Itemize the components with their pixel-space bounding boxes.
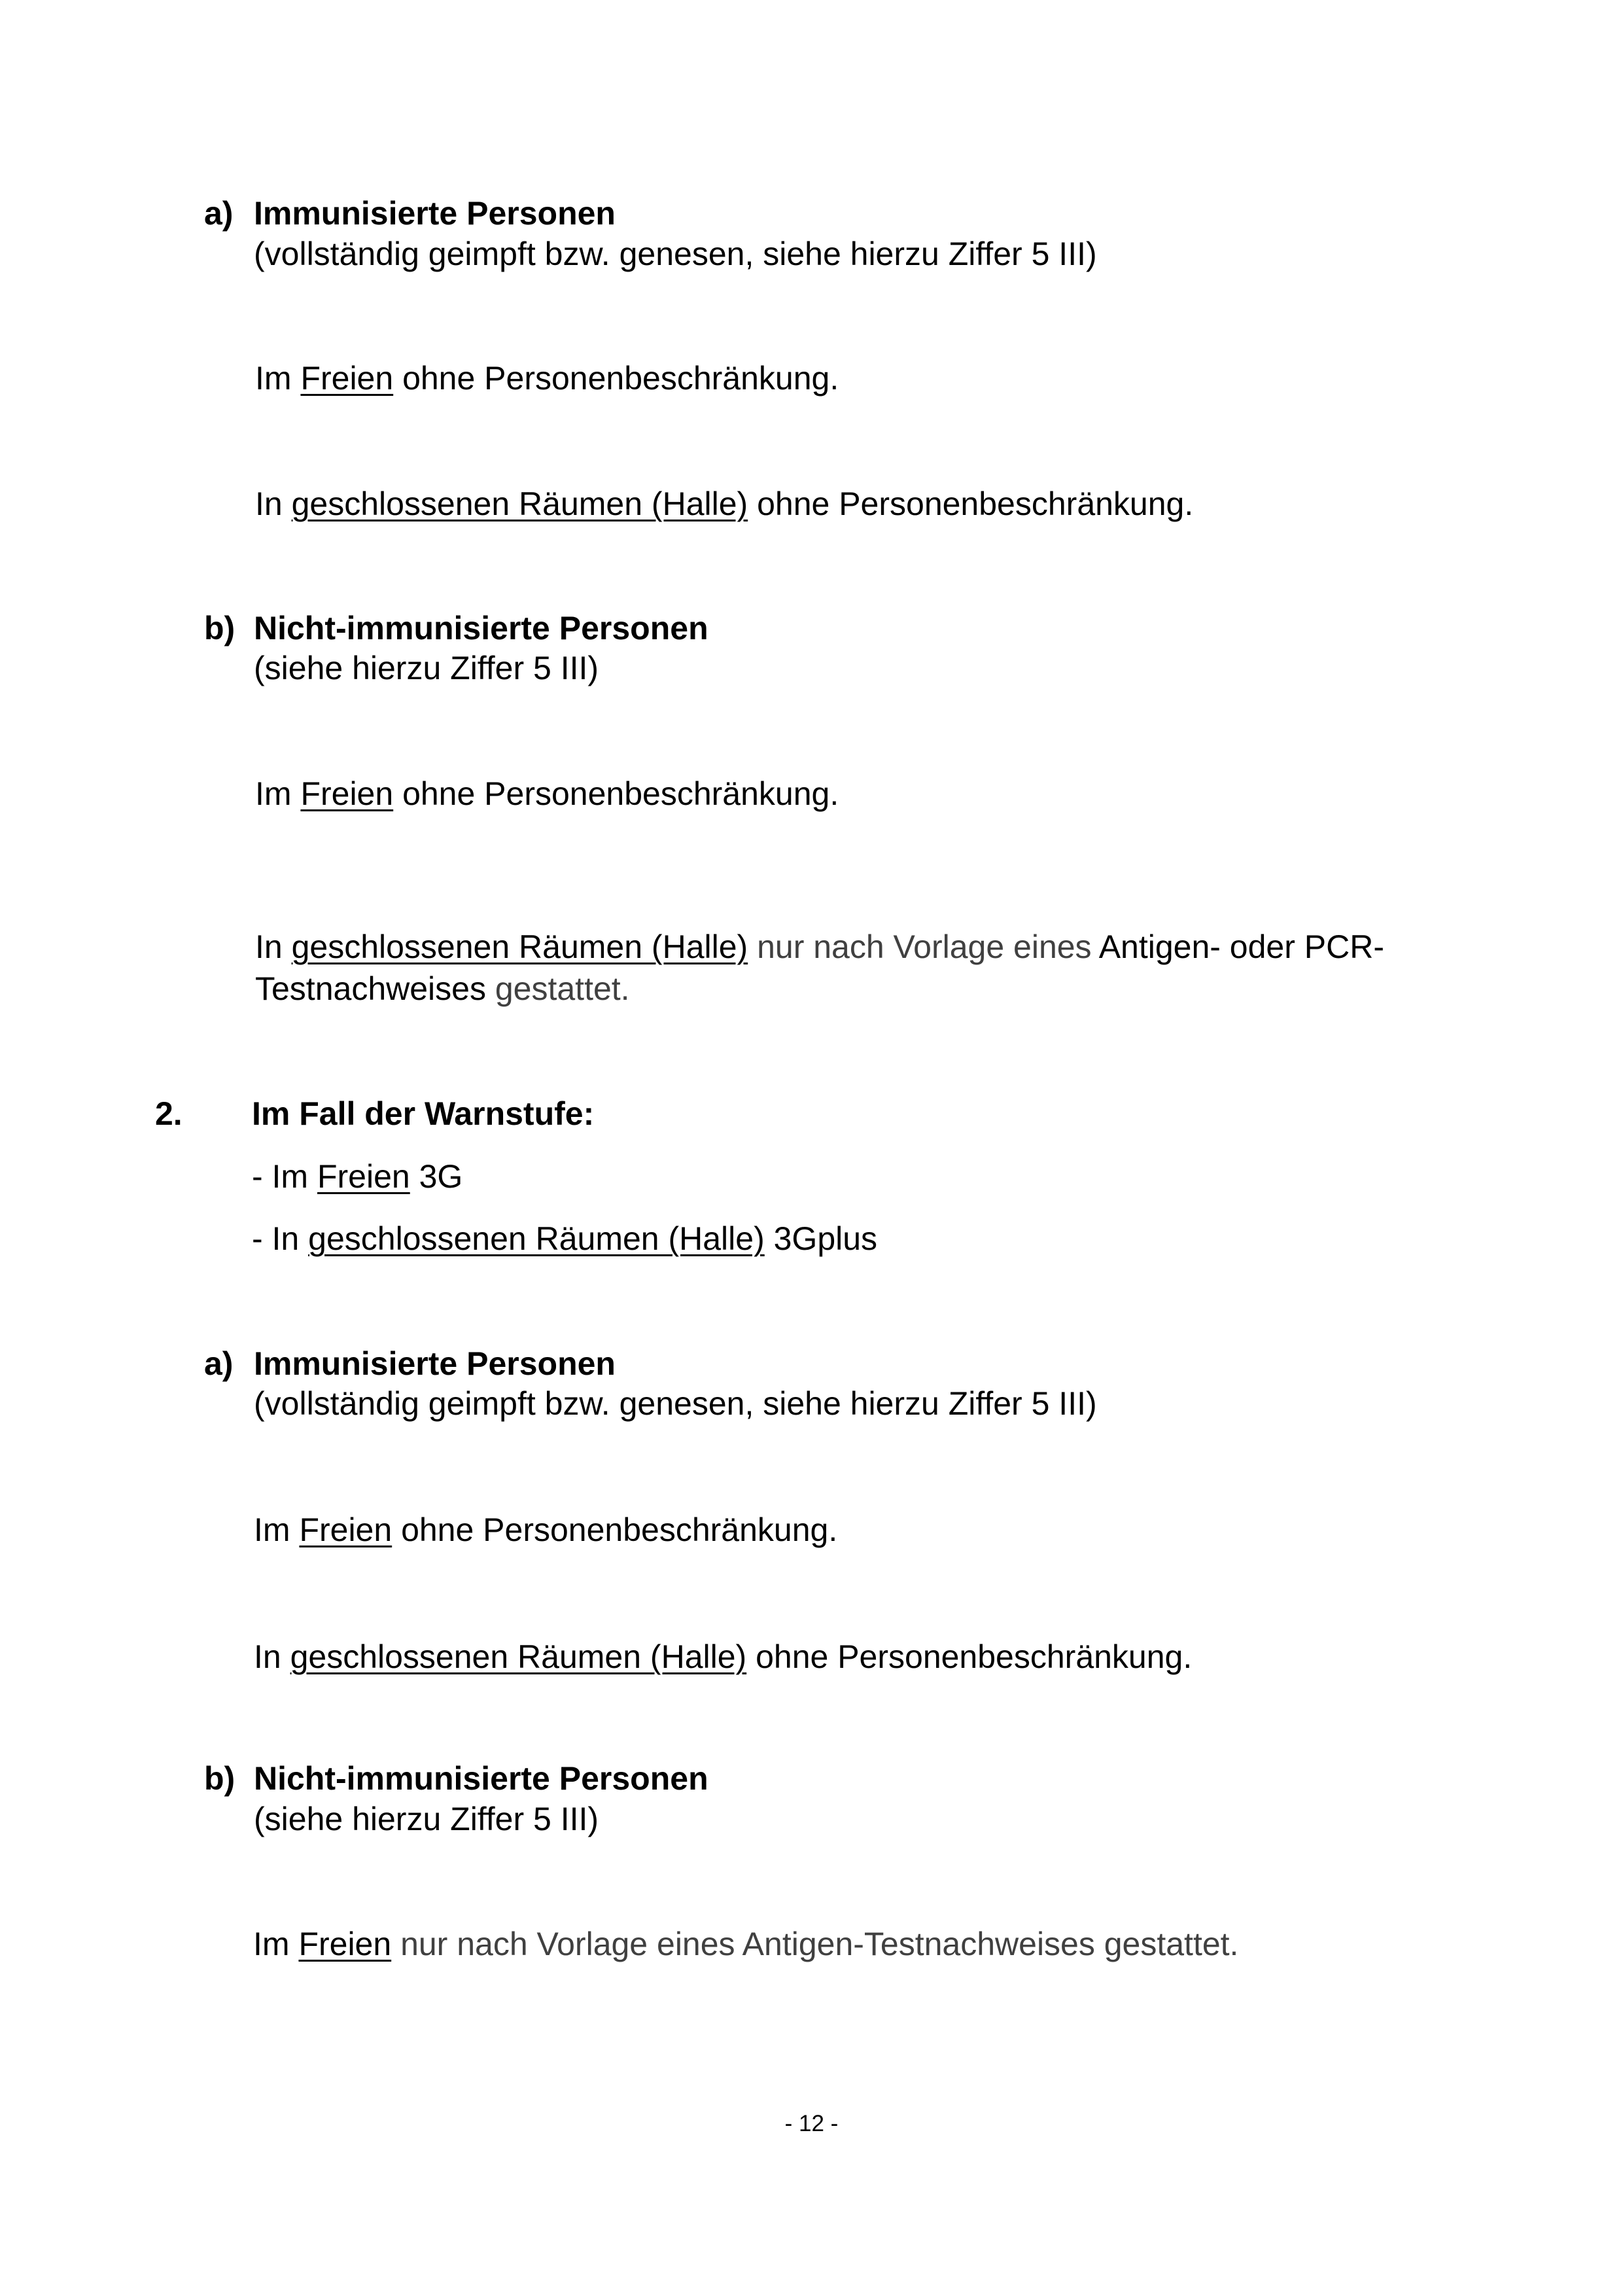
place-indoor: geschlossenen Räumen (Halle) [291, 928, 748, 965]
rule-prefix: Im [253, 1926, 299, 1962]
page-number: - 12 - [784, 2111, 839, 2136]
rule-outdoor [253, 1928, 1238, 1960]
subsection-title: Nicht-immunisierte Personen [254, 610, 708, 646]
rule-indoor [255, 930, 1384, 963]
subsection-title: Nicht-immunisierte Personen [254, 1760, 708, 1797]
list-marker: a) [204, 1345, 234, 1382]
subsection-note: (vollständig geimpft bzw. genesen, siehe hierzu Ziffer 5 III) [254, 1385, 1097, 1422]
rule-text-muted: nur nach Vorlage eines [748, 928, 1099, 965]
rule-outdoor [254, 1513, 837, 1546]
subsection-note: (siehe hierzu Ziffer 5 III) [254, 650, 599, 686]
subsection-title: Immunisierte Personen [254, 1345, 616, 1382]
section-number: 2. [155, 1095, 183, 1132]
list-marker: a) [204, 195, 234, 232]
warnstufe-rule-outdoor [252, 1160, 462, 1193]
rule-text-muted: nur nach Vorlage eines Antigen-Testnachweises gestattet. [391, 1926, 1239, 1962]
rule-text-muted: gestattet. [485, 970, 630, 1007]
rule-indoor [254, 1640, 1192, 1673]
subsection-note: (vollständig geimpft bzw. genesen, siehe hierzu Ziffer 5 III) [254, 236, 1097, 272]
place-indoor: geschlossenen Räumen (Halle) [308, 1220, 765, 1257]
rule-prefix: - Im [252, 1158, 317, 1195]
rule-text: Testnachweises [255, 970, 486, 1007]
rule-prefix: Im [255, 360, 301, 397]
place-outdoor: Freien [300, 360, 394, 397]
rule-prefix: In [255, 486, 292, 522]
rule-prefix: In [254, 1638, 290, 1675]
rule-prefix: Im [254, 1511, 300, 1548]
rule-outdoor [255, 777, 839, 810]
rule-text: ohne Personenbeschränkung. [393, 360, 839, 397]
place-outdoor: Freien [300, 775, 394, 812]
rule-text: Antigen- oder PCR- [1098, 928, 1384, 965]
place-outdoor: Freien [317, 1158, 410, 1195]
rule-text: ohne Personenbeschränkung. [746, 1638, 1193, 1675]
place-indoor: geschlossenen Räumen (Halle) [291, 486, 748, 522]
rule-text: 3Gplus [764, 1220, 878, 1257]
list-marker: b) [204, 610, 236, 646]
subsection-title: Immunisierte Personen [254, 195, 616, 232]
section-title: Im Fall der Warnstufe: [252, 1095, 595, 1132]
subsection-note: (siehe hierzu Ziffer 5 III) [254, 1801, 599, 1837]
rule-indoor [255, 487, 1193, 520]
rule-outdoor [255, 362, 839, 395]
rule-text: ohne Personenbeschränkung. [392, 1511, 838, 1548]
rule-text: 3G [410, 1158, 463, 1195]
rule-text: ohne Personenbeschränkung. [748, 486, 1194, 522]
rule-prefix: In [255, 928, 292, 965]
place-outdoor: Freien [298, 1926, 392, 1962]
rule-prefix: - In [252, 1220, 309, 1257]
rule-indoor-continued [255, 972, 630, 1005]
warnstufe-rule-indoor [252, 1222, 877, 1255]
place-indoor: geschlossenen Räumen (Halle) [290, 1638, 747, 1675]
list-marker: b) [204, 1760, 236, 1797]
place-outdoor: Freien [299, 1511, 393, 1548]
rule-prefix: Im [255, 775, 301, 812]
rule-text: ohne Personenbeschränkung. [393, 775, 839, 812]
